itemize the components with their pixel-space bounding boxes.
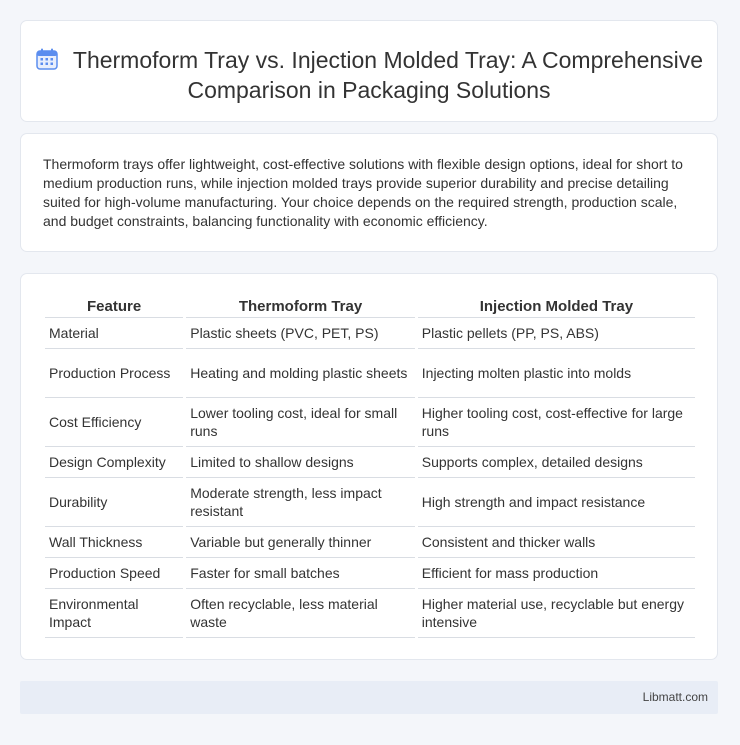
injection-cell: Higher tooling cost, cost-effective for large runs xyxy=(418,398,695,447)
injection-cell: Injecting molten plastic into molds xyxy=(418,349,695,398)
feature-cell: Design Complexity xyxy=(45,447,183,478)
header-thermoform: Thermoform Tray xyxy=(186,294,415,318)
injection-cell: High strength and impact resistance xyxy=(418,478,695,527)
feature-cell: Production Speed xyxy=(45,558,183,589)
calendar-icon xyxy=(35,47,59,71)
footer-bar xyxy=(20,681,718,714)
injection-cell: Supports complex, detailed designs xyxy=(418,447,695,478)
feature-cell: Production Process xyxy=(45,349,183,398)
table-row xyxy=(45,558,695,589)
table-row xyxy=(45,478,695,527)
comparison-card xyxy=(20,273,718,660)
thermoform-cell: Often recyclable, less material waste xyxy=(186,589,415,638)
page-title xyxy=(21,21,717,105)
thermoform-cell: Lower tooling cost, ideal for small runs xyxy=(186,398,415,447)
intro-card xyxy=(20,133,718,252)
table-row xyxy=(45,398,695,447)
table-row xyxy=(45,589,695,638)
table-row xyxy=(45,527,695,558)
thermoform-cell: Variable but generally thinner xyxy=(186,527,415,558)
injection-cell: Plastic pellets (PP, PS, ABS) xyxy=(418,318,695,349)
thermoform-cell: Plastic sheets (PVC, PET, PS) xyxy=(186,318,415,349)
footer-brand[interactable]: Libmatt.com xyxy=(642,690,708,704)
intro-paragraph: Thermoform trays offer lightweight, cost-effective solutions with flexible design options, ideal for short to medium production runs, while injection molded trays provide superior durability and precise detailing suited for high-volume manufacturing. Your choice depends on the required strength, production scale, and budget constraints, balancing functionality with economic efficiency. xyxy=(43,156,683,229)
thermoform-cell: Heating and molding plastic sheets xyxy=(186,349,415,398)
feature-cell: Durability xyxy=(45,478,183,527)
feature-cell: Material xyxy=(45,318,183,349)
table-header-row xyxy=(45,294,695,318)
table-row xyxy=(45,349,695,398)
comparison-table xyxy=(42,294,698,638)
header-feature: Feature xyxy=(45,294,183,318)
title-card xyxy=(20,20,718,122)
page-title-text: Thermoform Tray vs. Injection Molded Tray: A Comprehensive Comparison in Packaging Solutions xyxy=(72,47,704,103)
thermoform-cell: Limited to shallow designs xyxy=(186,447,415,478)
thermoform-cell: Faster for small batches xyxy=(186,558,415,589)
table-row xyxy=(45,318,695,349)
feature-cell: Environmental Impact xyxy=(45,589,183,638)
feature-cell: Wall Thickness xyxy=(45,527,183,558)
thermoform-cell: Moderate strength, less impact resistant xyxy=(186,478,415,527)
injection-cell: Consistent and thicker walls xyxy=(418,527,695,558)
header-injection: Injection Molded Tray xyxy=(418,294,695,318)
injection-cell: Higher material use, recyclable but energy intensive xyxy=(418,589,695,638)
feature-cell: Cost Efficiency xyxy=(45,398,183,447)
injection-cell: Efficient for mass production xyxy=(418,558,695,589)
table-row xyxy=(45,447,695,478)
